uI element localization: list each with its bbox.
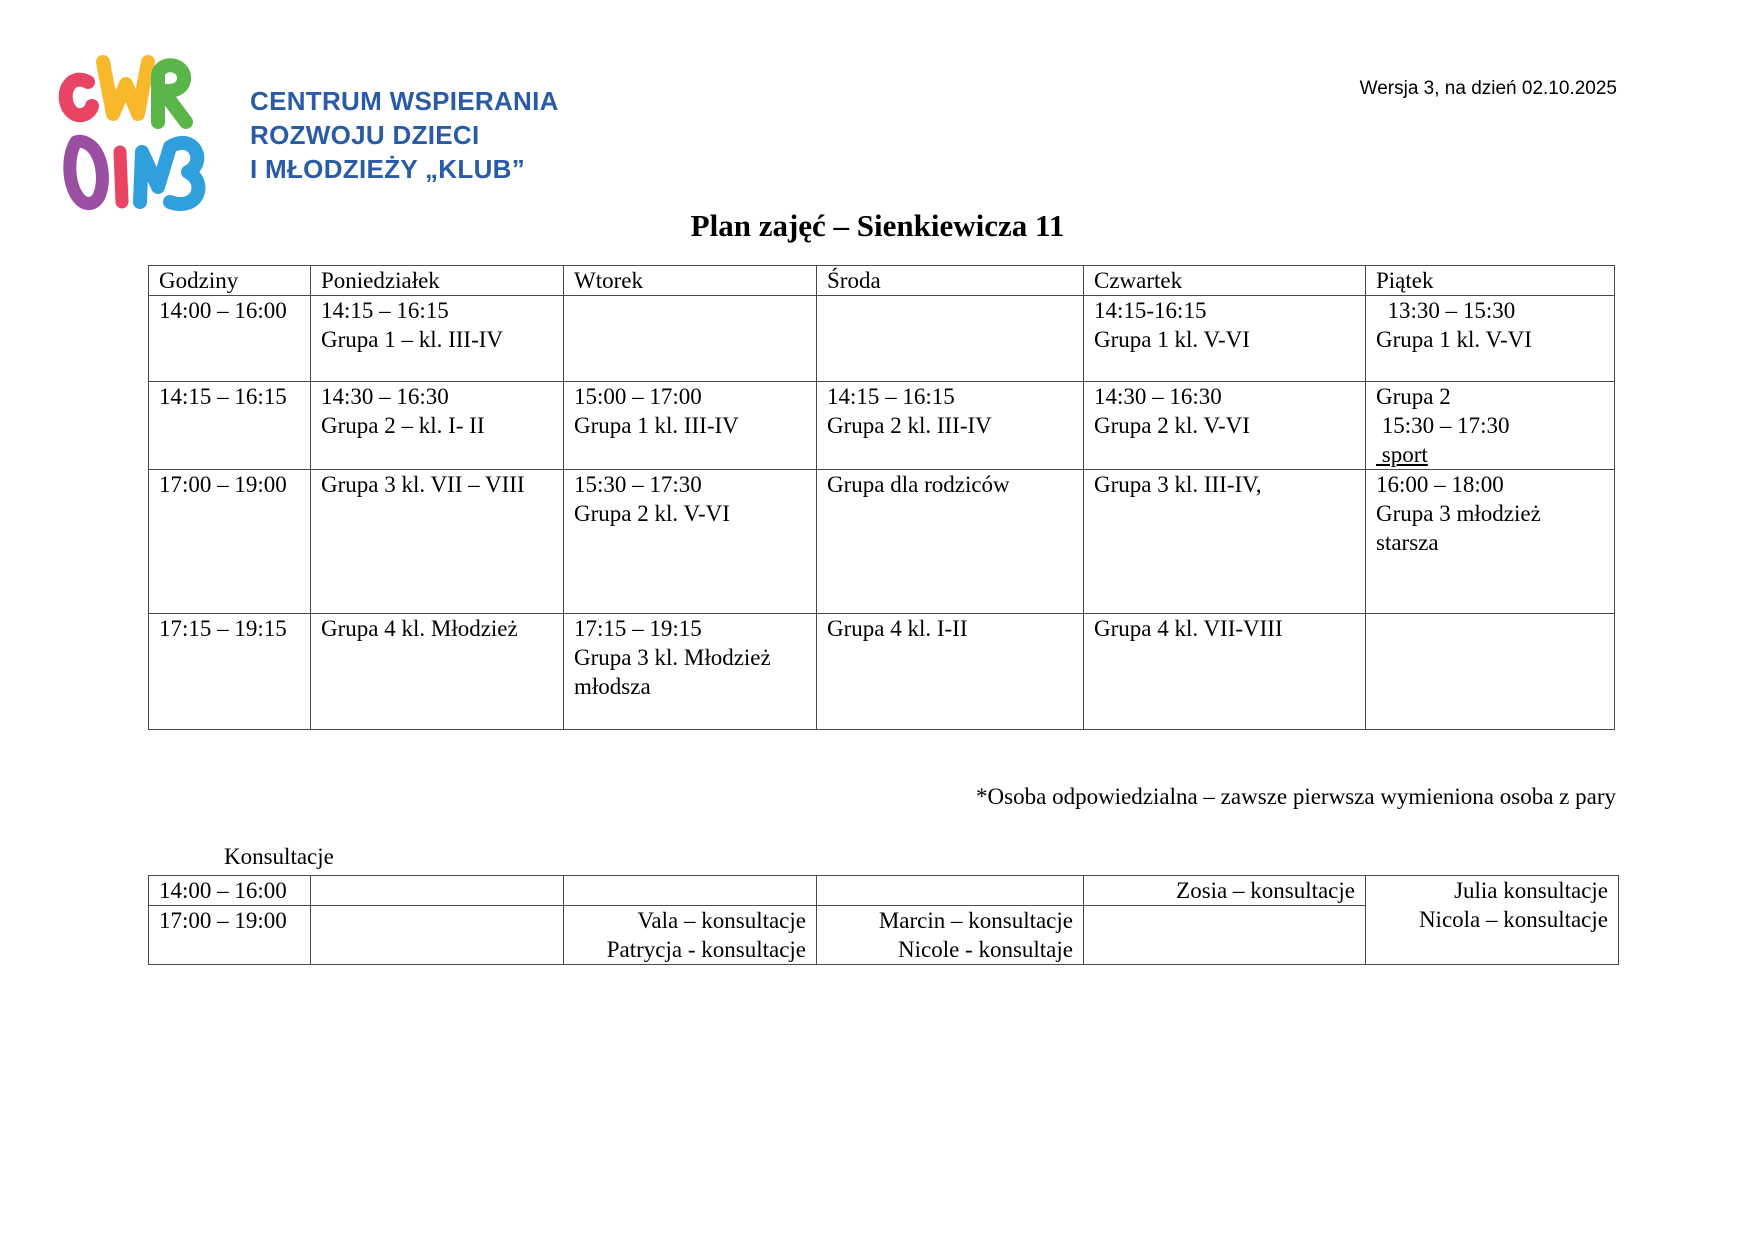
cell-line: sport bbox=[1376, 442, 1428, 467]
consult-cell-thu: Zosia – konsultacje bbox=[1084, 876, 1366, 906]
cell-line: Grupa 1 kl. III-IV bbox=[574, 413, 739, 438]
schedule-cell bbox=[1084, 296, 1366, 382]
consult-fri-line: Julia konsultacje bbox=[1454, 878, 1608, 903]
org-name-line-1: CENTRUM WSPIERANIA bbox=[250, 86, 559, 116]
consult-fri-line: Nicola – konsultacje bbox=[1418, 907, 1608, 932]
cell-line: 13:30 – 15:30 bbox=[1376, 298, 1516, 323]
org-name-line-2: ROZWOJU DZIECI bbox=[250, 120, 480, 150]
column-header: Środa bbox=[817, 266, 1084, 296]
responsible-person-note: *Osoba odpowiedzialna – zawsze pierwsza wymieniona osoba z pary bbox=[976, 784, 1616, 809]
consult-cell-wed bbox=[817, 906, 1084, 965]
cell-line: starsza bbox=[1376, 530, 1439, 555]
schedule-cell bbox=[1366, 470, 1615, 614]
consult-cell-fri bbox=[1366, 876, 1619, 965]
page-title: Plan zajęć – Sienkiewicza 11 bbox=[690, 208, 1065, 243]
cell-line: 14:30 – 16:30 bbox=[1094, 384, 1222, 409]
cell-line: Grupa 4 kl. I-II bbox=[827, 616, 968, 641]
schedule-cell bbox=[1084, 382, 1366, 470]
schedule-cell bbox=[311, 296, 564, 382]
organization-name bbox=[250, 84, 559, 186]
cell-line: Grupa 3 kl. Młodzież bbox=[574, 645, 771, 670]
cell-line: Grupa 2 kl. V-VI bbox=[1094, 413, 1250, 438]
cell-line: 17:15 – 19:15 bbox=[574, 616, 702, 641]
cell-line: Grupa 2 kl. III-IV bbox=[827, 413, 992, 438]
cell-line: Grupa 2 kl. V-VI bbox=[574, 501, 730, 526]
cell-line: Grupa 2 – kl. I- II bbox=[321, 413, 485, 438]
cell-line: 14:15-16:15 bbox=[1094, 298, 1207, 323]
schedule-cell bbox=[817, 470, 1084, 614]
consult-tue-line: Vala – konsultacje bbox=[637, 908, 806, 933]
schedule-cell bbox=[564, 614, 817, 730]
column-header: Piątek bbox=[1366, 266, 1615, 296]
schedule-cell bbox=[311, 470, 564, 614]
schedule-cell bbox=[311, 382, 564, 470]
cell-line: 14:15 – 16:15 bbox=[321, 298, 449, 323]
cell-line: Grupa 3 młodzież bbox=[1376, 501, 1541, 526]
schedule-cell bbox=[311, 614, 564, 730]
consult-cell-wed bbox=[817, 876, 1084, 906]
org-name-line-3: I MŁODZIEŻY „KLUB” bbox=[250, 154, 526, 184]
schedule-cell bbox=[1366, 382, 1615, 470]
cell-line: 15:00 – 17:00 bbox=[574, 384, 702, 409]
column-header: Wtorek bbox=[564, 266, 817, 296]
schedule-cell bbox=[817, 614, 1084, 730]
consultations-label: Konsultacje bbox=[224, 844, 334, 869]
schedule-cell bbox=[817, 382, 1084, 470]
schedule-cell bbox=[1366, 614, 1615, 730]
schedule-cell bbox=[1084, 470, 1366, 614]
schedule-cell bbox=[1084, 614, 1366, 730]
hours-cell: 17:15 – 19:15 bbox=[149, 614, 311, 730]
consult-hours: 17:00 – 19:00 bbox=[149, 906, 311, 965]
consult-cell-mon bbox=[311, 906, 564, 965]
cwrdim-logo bbox=[58, 52, 208, 217]
cell-line: Grupa dla rodziców bbox=[827, 472, 1010, 497]
version-label: Wersja 3, na dzień 02.10.2025 bbox=[1359, 78, 1617, 99]
cell-line: Grupa 1 – kl. III-IV bbox=[321, 327, 504, 352]
schedule-cell bbox=[817, 296, 1084, 382]
schedule-cell bbox=[564, 382, 817, 470]
consult-cell-thu bbox=[1084, 906, 1366, 965]
schedule-row bbox=[149, 296, 1615, 382]
consult-row bbox=[149, 876, 1619, 906]
hours-cell: 14:00 – 16:00 bbox=[149, 296, 311, 382]
cell-line: 14:15 – 16:15 bbox=[827, 384, 955, 409]
cell-line: Grupa 4 kl. VII-VIII bbox=[1094, 616, 1283, 641]
schedule-cell bbox=[1366, 296, 1615, 382]
cell-line: Grupa 2 bbox=[1376, 384, 1451, 409]
hours-cell: 14:15 – 16:15 bbox=[149, 382, 311, 470]
cell-line: młodsza bbox=[574, 674, 651, 699]
cell-line: Grupa 3 kl. III-IV, bbox=[1094, 472, 1262, 497]
cell-line: Grupa 1 kl. V-VI bbox=[1094, 327, 1250, 352]
schedule-header-row bbox=[149, 266, 1615, 296]
consult-wed-line: Marcin – konsultacje bbox=[878, 908, 1073, 933]
consult-cell-tue bbox=[564, 906, 817, 965]
cell-line: 16:00 – 18:00 bbox=[1376, 472, 1504, 497]
cell-line: Grupa 4 kl. Młodzież bbox=[321, 616, 518, 641]
cell-line: Grupa 3 kl. VII – VIII bbox=[321, 472, 525, 497]
consult-cell-mon bbox=[311, 876, 564, 906]
column-header: Poniedziałek bbox=[311, 266, 564, 296]
hours-cell: 17:00 – 19:00 bbox=[149, 470, 311, 614]
schedule-row bbox=[149, 614, 1615, 730]
consult-cell-tue bbox=[564, 876, 817, 906]
schedule-row bbox=[149, 382, 1615, 470]
cell-line: 14:30 – 16:30 bbox=[321, 384, 449, 409]
column-header: Godziny bbox=[149, 266, 311, 296]
schedule-table bbox=[148, 265, 1615, 730]
consult-wed-line: Nicole - konsultaje bbox=[897, 937, 1073, 962]
column-header: Czwartek bbox=[1084, 266, 1366, 296]
cell-line: 15:30 – 17:30 bbox=[1376, 413, 1510, 438]
schedule-cell bbox=[564, 296, 817, 382]
consult-hours: 14:00 – 16:00 bbox=[149, 876, 311, 906]
consultations-table bbox=[148, 875, 1619, 965]
schedule-row bbox=[149, 470, 1615, 614]
consult-tue-line: Patrycja - konsultacje bbox=[606, 937, 806, 962]
cell-line: Grupa 1 kl. V-VI bbox=[1376, 327, 1532, 352]
schedule-cell bbox=[564, 470, 817, 614]
cell-line: 15:30 – 17:30 bbox=[574, 472, 702, 497]
